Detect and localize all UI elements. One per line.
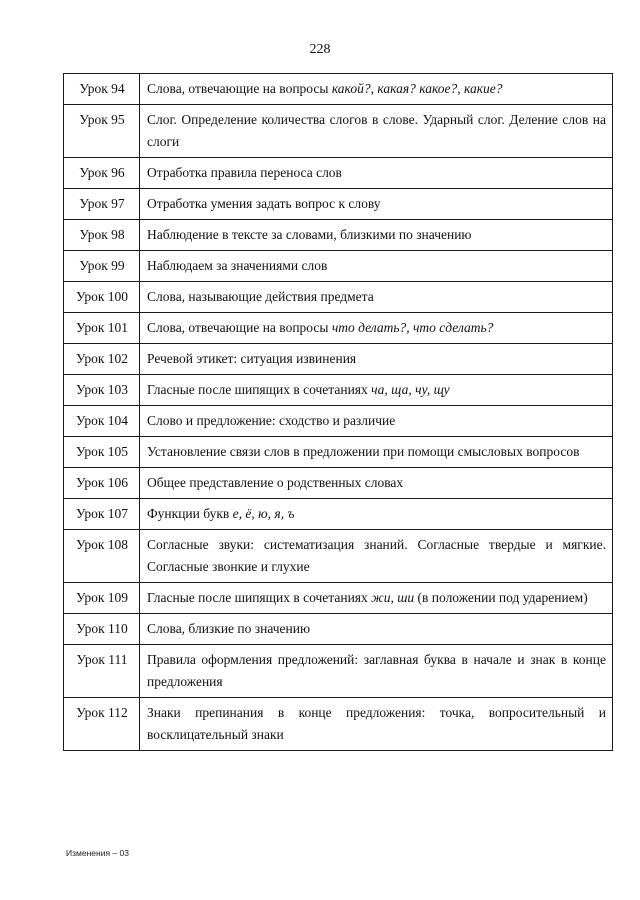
lesson-number-cell: Урок 97 (64, 189, 140, 220)
table-row (64, 406, 613, 437)
lesson-number-cell: Урок 94 (64, 74, 140, 105)
lesson-number-cell: Урок 110 (64, 614, 140, 645)
lesson-topic-cell (140, 220, 613, 251)
topic-text: (в положении под ударением) (414, 590, 588, 605)
lesson-topic-cell (140, 158, 613, 189)
lesson-topic-cell (140, 344, 613, 375)
lesson-topic-cell (140, 74, 613, 105)
topic-text: Знаки препинания в конце предложения: точка, вопросительный и восклицательный знаки (147, 705, 606, 742)
lesson-topic-cell (140, 468, 613, 499)
lesson-number-cell: Урок 109 (64, 583, 140, 614)
lesson-number-cell: Урок 106 (64, 468, 140, 499)
lesson-number-cell: Урок 111 (64, 645, 140, 698)
topic-text: Отработка правила переноса слов (147, 165, 342, 180)
footer-revision-note: Изменения – 03 (66, 848, 129, 858)
lesson-number-cell: Урок 108 (64, 530, 140, 583)
topic-text: Правила оформления предложений: заглавная буква в начале и знак в конце предложения (147, 652, 606, 689)
topic-text: Наблюдение в тексте за словами, близкими по значению (147, 227, 472, 242)
lesson-topic-cell (140, 375, 613, 406)
topic-text: Слова, отвечающие на вопросы (147, 320, 332, 335)
lesson-number-cell: Урок 100 (64, 282, 140, 313)
lesson-topic-cell (140, 251, 613, 282)
table-row (64, 645, 613, 698)
table-row (64, 698, 613, 751)
table-row (64, 614, 613, 645)
lesson-number-cell: Урок 112 (64, 698, 140, 751)
lesson-number-cell: Урок 102 (64, 344, 140, 375)
topic-text: Гласные после шипящих в сочетаниях (147, 382, 372, 397)
topic-text: Слова, отвечающие на вопросы (147, 81, 332, 96)
lesson-topic-cell (140, 530, 613, 583)
lesson-topic-cell (140, 105, 613, 158)
lesson-number-cell: Урок 99 (64, 251, 140, 282)
topic-italic-text: жи, ши (371, 590, 415, 605)
lesson-topic-cell (140, 313, 613, 344)
table-row (64, 583, 613, 614)
lesson-number-cell: Урок 98 (64, 220, 140, 251)
topic-text: Слово и предложение: сходство и различие (147, 413, 396, 428)
topic-italic-text: что делать?, что сделать? (331, 320, 494, 335)
table-row (64, 282, 613, 313)
table-row (64, 499, 613, 530)
lesson-topic-cell (140, 406, 613, 437)
lesson-number-cell: Урок 101 (64, 313, 140, 344)
lesson-number-cell: Урок 104 (64, 406, 140, 437)
table-row (64, 437, 613, 468)
table-row (64, 344, 613, 375)
topic-italic-text: какой?, какая? какое?, какие? (331, 81, 503, 96)
table-row (64, 375, 613, 406)
table-row (64, 189, 613, 220)
table-row (64, 313, 613, 344)
lesson-topic-cell (140, 583, 613, 614)
table-row (64, 468, 613, 499)
lesson-topic-cell (140, 282, 613, 313)
lesson-topic-cell (140, 614, 613, 645)
topic-italic-text: е, ё, ю, я, ъ (232, 506, 295, 521)
table-row (64, 74, 613, 105)
topic-text: Слова, близкие по значению (147, 621, 311, 636)
topic-text: Наблюдаем за значениями слов (147, 258, 328, 273)
topic-text: Слова, называющие действия предмета (147, 289, 374, 304)
table-row (64, 251, 613, 282)
lesson-topic-cell (140, 645, 613, 698)
lesson-topic-cell (140, 698, 613, 751)
lesson-topic-cell (140, 189, 613, 220)
table-row (64, 105, 613, 158)
lesson-number-cell: Урок 105 (64, 437, 140, 468)
topic-text: Установление связи слов в предложении при помощи смысловых вопросов (147, 444, 580, 459)
table-row (64, 530, 613, 583)
topic-text: Отработка умения задать вопрос к слову (147, 196, 381, 211)
topic-text: Слог. Определение количества слогов в слове. Ударный слог. Деление слов на слоги (147, 112, 606, 149)
lesson-topic-cell (140, 499, 613, 530)
topic-text: Гласные после шипящих в сочетаниях (147, 590, 372, 605)
topic-text: Речевой этикет: ситуация извинения (147, 351, 357, 366)
lesson-number-cell: Урок 95 (64, 105, 140, 158)
table-row (64, 158, 613, 189)
page-number: 228 (309, 42, 331, 57)
lesson-table (63, 73, 613, 751)
topic-text: Согласные звуки: систематизация знаний. Согласные твердые и мягкие. Согласные звонкие и глухие (147, 537, 606, 574)
lesson-table-body (64, 74, 613, 751)
lesson-number-cell: Урок 103 (64, 375, 140, 406)
topic-italic-text: ча, ща, чу, щу (371, 382, 450, 397)
table-row (64, 220, 613, 251)
lesson-number-cell: Урок 107 (64, 499, 140, 530)
topic-text: Функции букв (147, 506, 233, 521)
lesson-number-cell: Урок 96 (64, 158, 140, 189)
topic-text: Общее представление о родственных словах (147, 475, 404, 490)
lesson-topic-cell (140, 437, 613, 468)
